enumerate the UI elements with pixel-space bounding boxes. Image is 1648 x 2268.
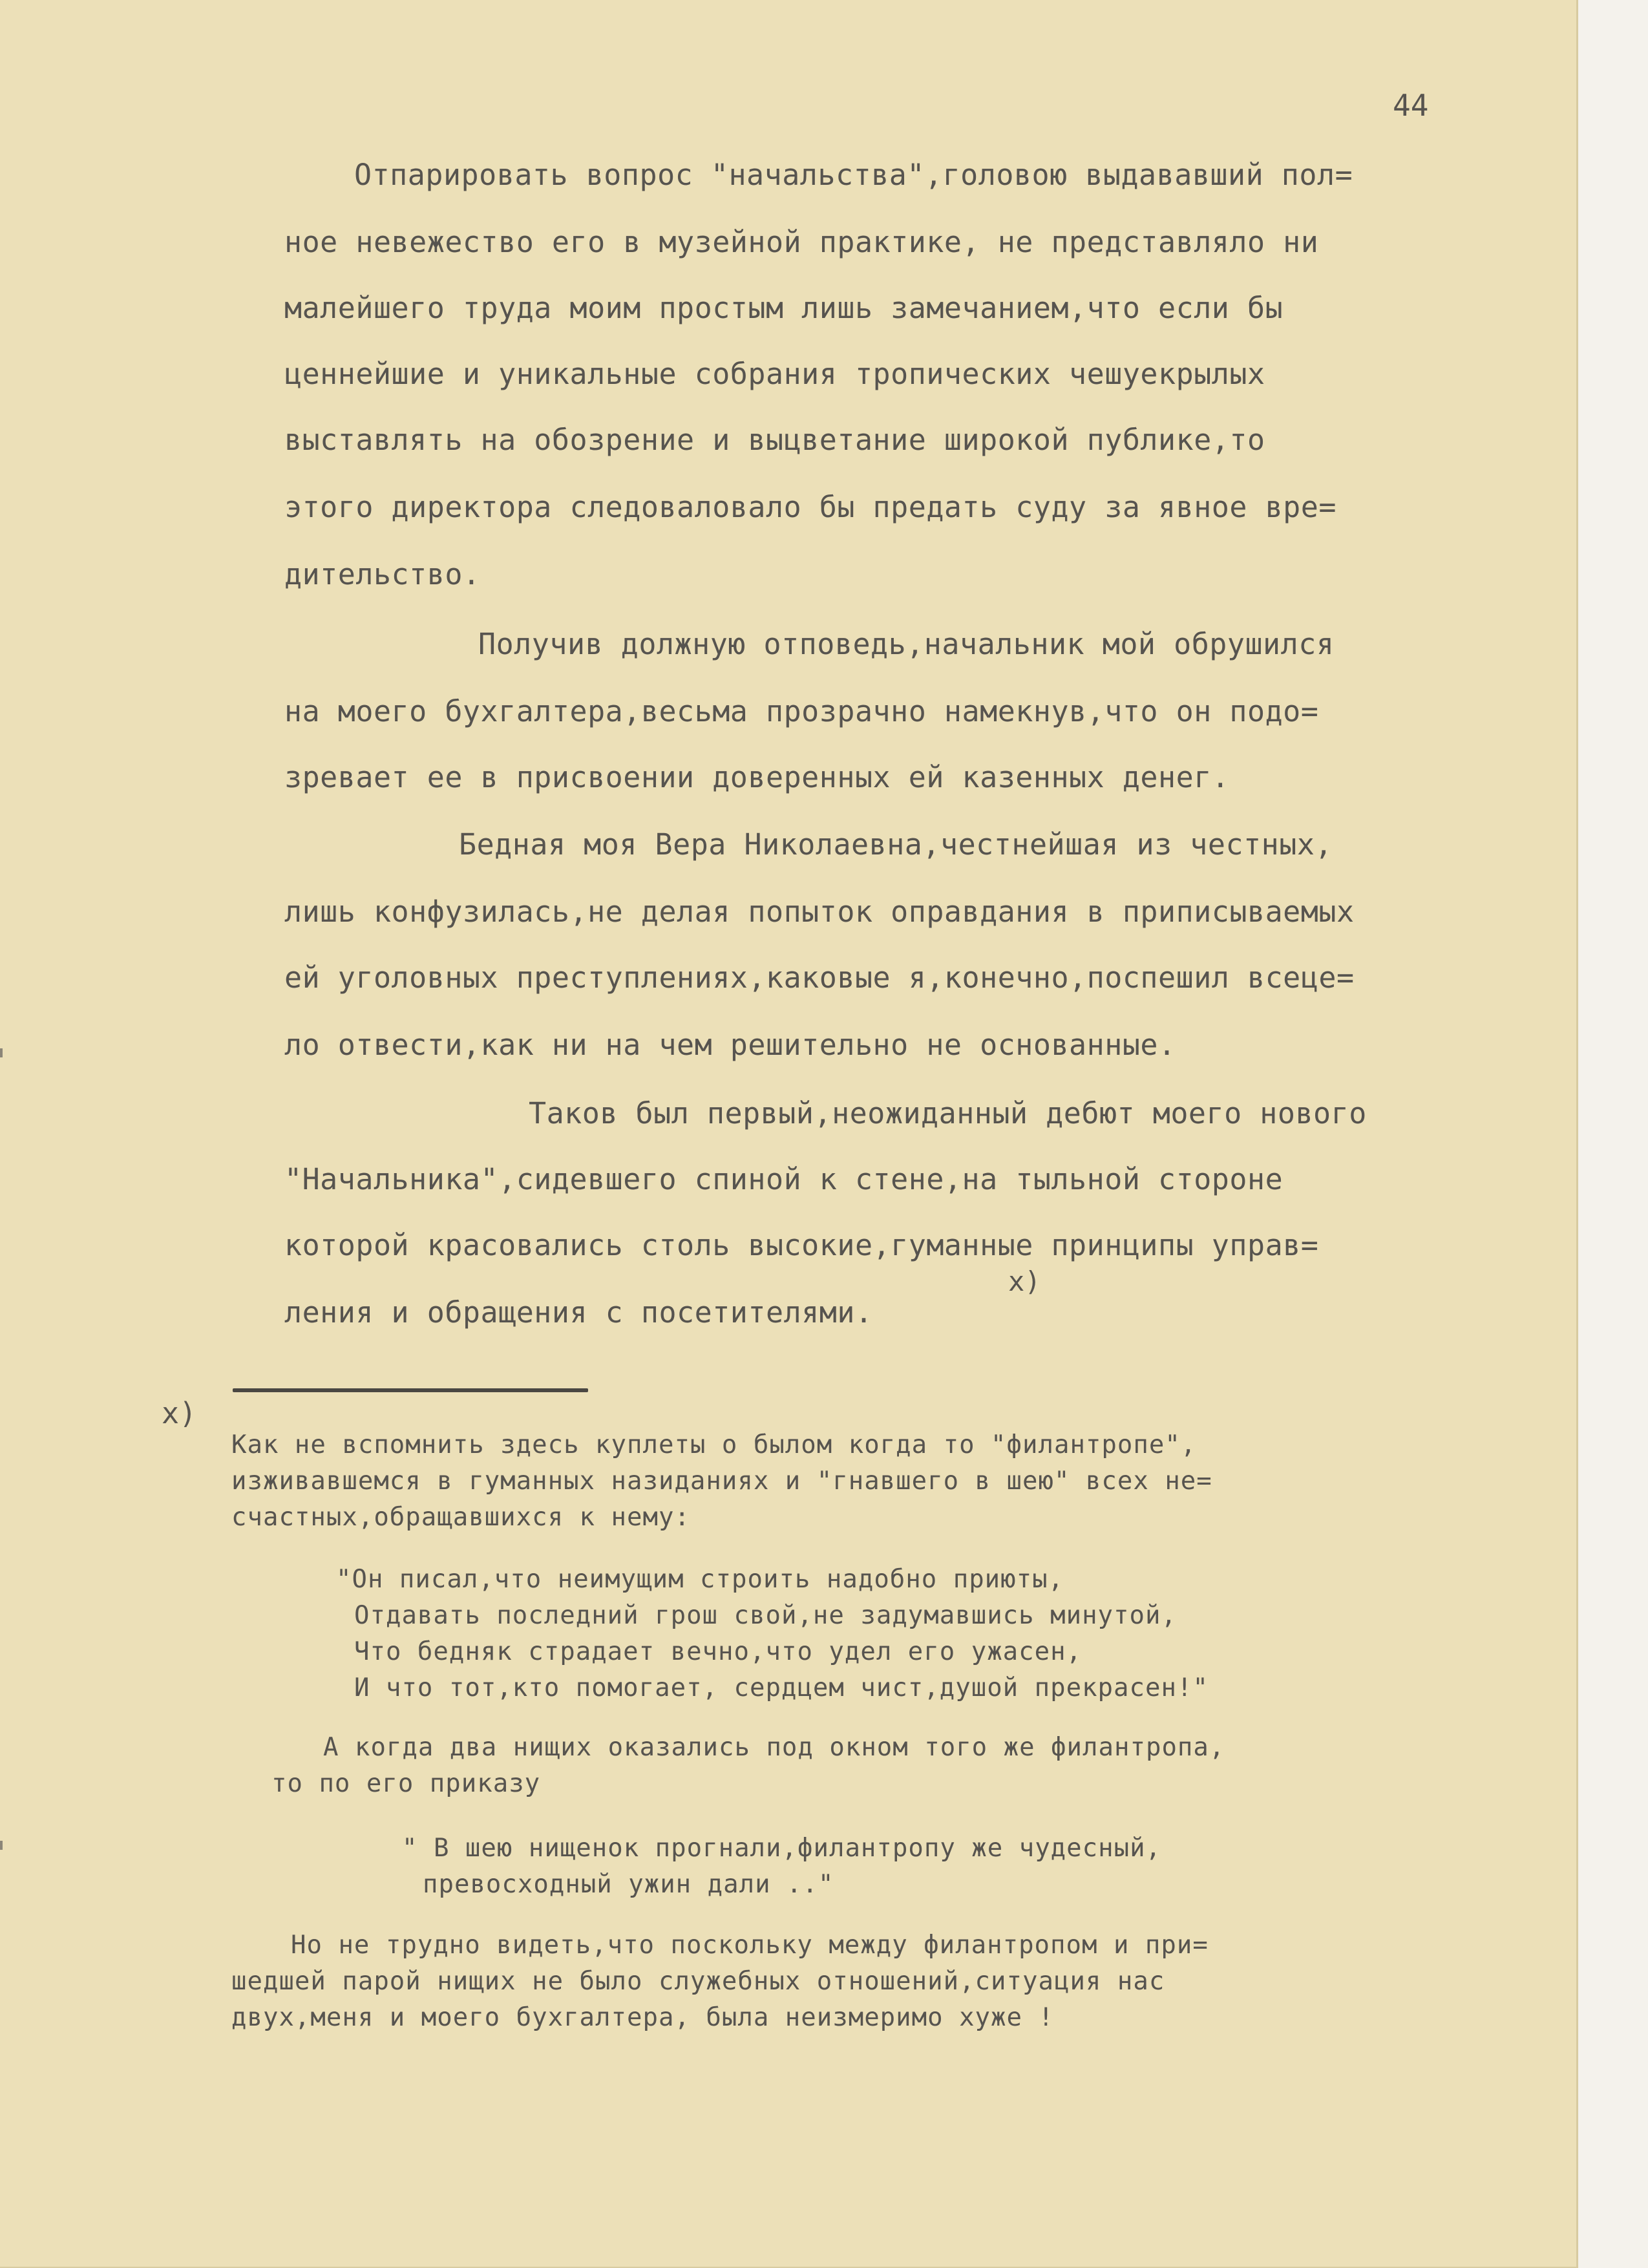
page-number: 44 [1393,88,1429,123]
verse-line: "Он писал,что неимущим строить надобно приюты, [336,1565,1064,1594]
footnote-marker: x) [162,1396,197,1430]
verse-line: превосходный ужин дали .." [423,1870,834,1899]
footnote-line: Но не трудно видеть,что поскольку между филантропом и при= [291,1931,1209,1960]
verse-line: Отдавать последний грош свой,не задумавшись минутой, [354,1601,1177,1630]
body-line: Бедная моя Вера Николаевна,честнейшая из честных, [459,827,1333,862]
footnote-line: счастных,обращавшихся к нему: [231,1503,690,1532]
body-line: Таков был первый,неожиданный дебют моего нового [529,1096,1367,1130]
body-line: Получив должную отповедь,начальник мой обрушился [478,627,1335,661]
body-line: Отпарировать вопрос "начальства",головою выдававший пол= [354,158,1353,192]
body-line: дительство. [284,557,481,591]
footnote-line: Как не вспомнить здесь куплеты о былом когда то "филантропе", [231,1430,1197,1459]
body-line: на моего бухгалтера,весьма прозрачно намекнув,что он подо= [284,694,1319,728]
body-line: этого директора следоваловало бы предать суду за явное вре= [284,490,1336,524]
footnote-line: двух,меня и моего бухгалтера, была неизмеримо хуже ! [231,2003,1054,2032]
body-line: зревает ее в присвоении доверенных ей казенных денег. [284,760,1230,794]
margin-mark [0,1841,3,1850]
footnote-reference: x) [1008,1266,1041,1297]
body-line: которой красовались столь высокие,гуманные принципы управ= [284,1228,1319,1262]
verse-line: И что тот,кто помогает, сердцем чист,душой прекрасен!" [354,1673,1209,1702]
verse-line: " В шею нищенок прогнали,филантропу же чудесный, [402,1834,1162,1863]
body-line: лишь конфузилась,не делая попыток оправдания в приписываемых [284,895,1355,929]
body-line: "Начальника",сидевшего спиной к стене,на тыльной стороне [284,1162,1284,1196]
footnote-separator [233,1388,588,1392]
footnote-line: изживавшемся в гуманных назиданиях и "гнавшего в шею" всех не= [231,1467,1212,1496]
body-line: ей уголовных преступлениях,каковые я,конечно,поспешил всеце= [284,960,1355,995]
body-line: ления и обращения с посетителями. [284,1295,873,1330]
margin-mark [0,1048,3,1057]
body-line: ное невежество его в музейной практике, не представляло ни [284,225,1319,259]
footnote-line: шедшей парой нищих не было служебных отношений,ситуация нас [231,1967,1165,1996]
body-line: ценнейшие и уникальные собрания тропических чешуекрылых [284,357,1265,391]
footnote-line: то по его приказу [271,1769,541,1798]
verse-line: Что бедняк страдает вечно,что удел его ужасен, [354,1637,1083,1666]
body-line: выставлять на обозрение и выцветание широкой публике,то [284,423,1265,457]
scan-edge-right [1578,0,1648,2268]
footnote-line: А когда два нищих оказались под окном того же филантропа, [323,1733,1225,1762]
body-line: ло отвести,как ни на чем решительно не основанные. [284,1028,1176,1062]
body-line: малейшего труда моим простым лишь замечанием,что если бы [284,291,1284,325]
